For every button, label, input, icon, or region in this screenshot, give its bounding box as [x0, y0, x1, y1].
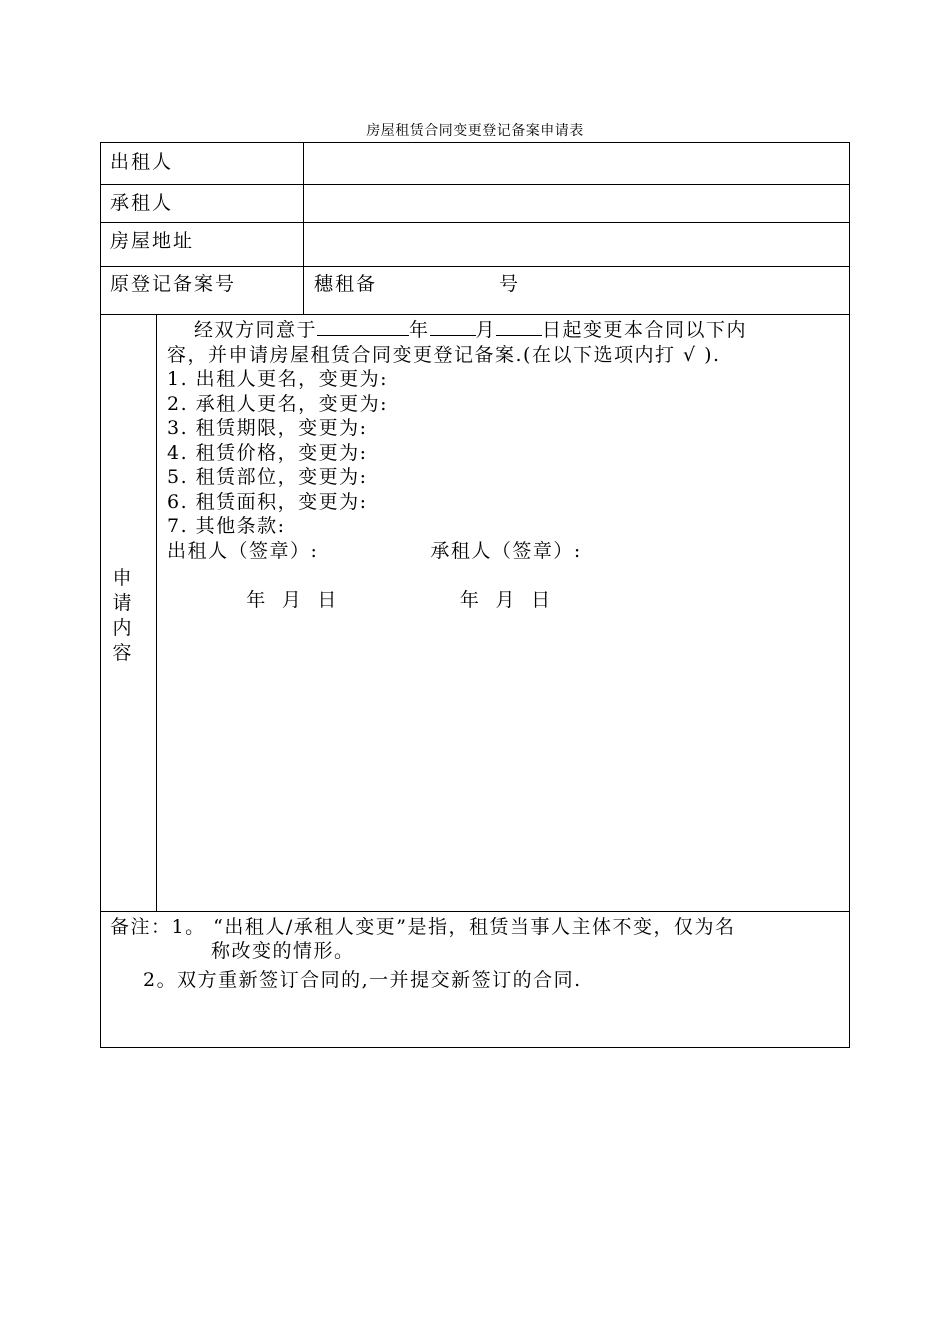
record-number-prefix: 穗租备	[314, 273, 378, 295]
date-line	[167, 563, 827, 637]
intro-line-2: 容，并申请房屋租赁合同变更登记备案.(在以下选项内打 √ ).	[167, 343, 721, 366]
lessor-sign-date: 年 月 日	[246, 588, 338, 611]
date-month-blank[interactable]	[430, 317, 476, 336]
row-divider	[101, 314, 849, 315]
address-label: 房屋地址	[110, 230, 195, 252]
intro-line-1: 经双方同意于 年 月 日起变更本合同以下内	[194, 319, 748, 341]
column-divider	[156, 314, 157, 911]
change-item: 3. 租赁期限，变更为:	[167, 417, 368, 439]
remarks-line-3: 2。双方重新签订合同的,一并提交新签订的合同.	[143, 969, 582, 991]
remarks-line-2: 称改变的情形。	[211, 940, 355, 962]
change-item: 7. 其他条款:	[167, 515, 286, 537]
change-item: 4. 租赁价格，变更为:	[167, 441, 368, 464]
address-value[interactable]	[313, 226, 843, 260]
row-divider	[101, 266, 849, 267]
lessor-signature-label: 出租人（签章）:	[167, 539, 319, 562]
change-item: 2. 承租人更名，变更为:	[167, 392, 389, 415]
application-content	[167, 317, 827, 637]
change-item: 6. 租赁面积，变更为:	[167, 490, 368, 513]
date-year-blank[interactable]	[317, 317, 409, 336]
form-title: 房屋租赁合同变更登记备案申请表	[366, 123, 584, 139]
lessee-signature-label: 承租人（签章）:	[430, 539, 582, 562]
column-divider	[303, 143, 304, 314]
row-divider	[101, 911, 849, 912]
record-number-label: 原登记备案号	[110, 273, 237, 295]
application-form-table	[100, 142, 850, 1048]
change-item: 1. 出租人更名，变更为:	[167, 368, 389, 390]
record-number-suffix: 号	[499, 273, 521, 295]
lessee-sign-date: 年 月 日	[459, 588, 552, 611]
remarks-line-1: 备注：1。 “出租人/承租人变更”是指，租赁当事人主体不变，仅为名	[110, 916, 736, 938]
row-divider	[101, 184, 849, 185]
signature-line	[167, 539, 827, 564]
change-item: 5. 租赁部位，变更为:	[167, 466, 368, 488]
date-day-blank[interactable]	[496, 317, 542, 336]
lessor-value[interactable]	[313, 147, 843, 177]
row-divider	[101, 222, 849, 223]
application-content-label: 申 请 内 容	[112, 567, 132, 664]
lessor-label: 出租人	[110, 151, 174, 173]
remarks	[110, 915, 830, 992]
lessee-label: 承租人	[110, 192, 174, 214]
lessee-value[interactable]	[313, 188, 843, 218]
